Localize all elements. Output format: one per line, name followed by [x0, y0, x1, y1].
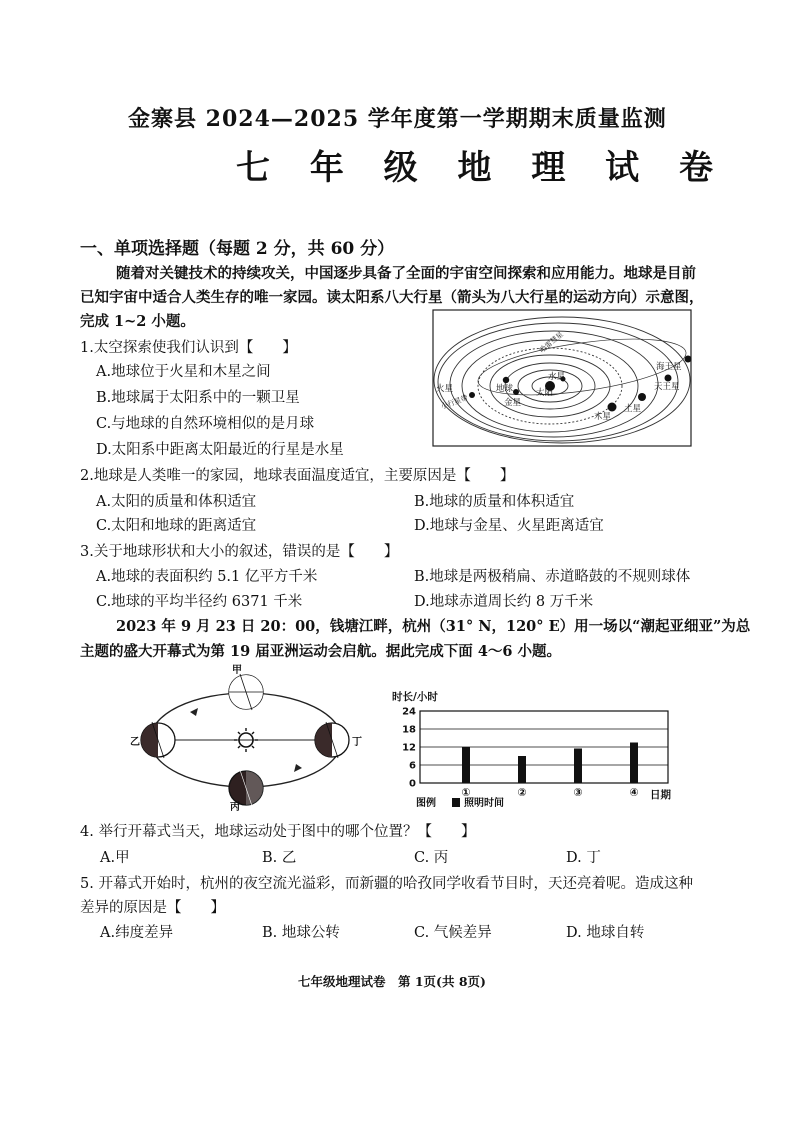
chart-bar: [462, 747, 470, 783]
question-5-stem-line-2: 差异的原因是【 】: [80, 900, 225, 916]
question-1-option-d: D.太阳系中距离太阳最近的行星是水星: [96, 442, 344, 458]
question-1-option-a: A.地球位于火星和木星之间: [96, 364, 271, 380]
question-5-option-a: A.纬度差异: [100, 925, 174, 941]
intro2-line-1: 2023 年 9 月 23 日 20：00，钱塘江畔，杭州（31° N，120° E）用一场以“潮起亚细亚”为总: [116, 618, 751, 635]
chart-y-tick-label: 0: [409, 778, 416, 790]
chart-bar: [574, 749, 582, 784]
label-mercury: 水星: [548, 372, 566, 382]
chart-bar: [630, 743, 638, 784]
question-3-stem: 3.关于地球形状和大小的叙述，错误的是【 】: [80, 544, 399, 560]
chart-x-tick-label: ③: [573, 786, 583, 799]
question-3-option-c: C.地球的平均半径约 6371 千米: [96, 594, 303, 610]
exam-header-title: 金寨县 2024—2025 学年度第一学期期末质量监测: [128, 106, 667, 132]
chart-legend-prefix: 图例: [416, 798, 436, 809]
chart-bar: [518, 756, 526, 783]
question-1-option-b: B.地球属于太阳系中的一颗卫星: [96, 390, 300, 406]
chart-x-tick-label: ②: [517, 786, 527, 799]
chart-y-tick-label: 18: [402, 724, 416, 736]
label-saturn: 土星: [624, 404, 642, 414]
chart-y-tick-label: 6: [409, 760, 416, 772]
label-jia: 甲: [232, 665, 242, 676]
exam-subject-title: 七 年 级 地 理 试 卷: [236, 148, 728, 188]
label-bing: 丙: [230, 802, 240, 813]
page-footer: 七年级地理试卷 第 1页(共 8页): [298, 974, 486, 989]
chart-x-tick-label: ①: [461, 786, 471, 799]
label-asteroid-belt: 小行星带: [439, 393, 469, 411]
chart-legend-swatch: [452, 798, 460, 807]
label-ding: 丁: [352, 737, 362, 748]
label-neptune: 海王星: [656, 362, 682, 372]
question-4-stem: 4. 举行开幕式当天，地球运动处于图中的哪个位置？【 】: [80, 824, 476, 840]
label-halley-comet: 哈雷彗星: [538, 330, 565, 355]
question-2-stem: 2.地球是人类唯一的家园，地球表面温度适宜，主要原因是【 】: [80, 468, 515, 484]
question-2-option-d: D.地球与金星、火星距离适宜: [414, 518, 604, 534]
chart-y-tick-label: 12: [402, 742, 416, 754]
section-title: 一、单项选择题（每题 2 分，共 60 分）: [80, 239, 395, 259]
question-5-option-c: C. 气候差异: [414, 925, 492, 941]
question-4-option-d: D. 丁: [566, 850, 601, 866]
question-1-option-c: C.与地球的自然环境相似的是月球: [96, 416, 315, 432]
earth-orbit-diagram: [132, 662, 372, 812]
question-3-option-a: A.地球的表面积约 5.1 亿平方千米: [96, 569, 318, 585]
question-5-option-b: B. 地球公转: [262, 925, 340, 941]
label-venus: 金星: [504, 398, 522, 408]
intro2-line-2: 主题的盛大开幕式为第 19 届亚洲运动会启航。据此完成下面 4～6 小题。: [80, 643, 562, 660]
lighting-time-chart: [386, 688, 686, 810]
label-yi: 乙: [130, 737, 140, 748]
question-1-stem: 1.太空探索使我们认识到【 】: [80, 340, 297, 356]
chart-x-tick-label: ④: [629, 786, 639, 799]
question-2-option-a: A.太阳的质量和体积适宜: [96, 494, 257, 510]
question-4-option-b: B. 乙: [262, 850, 297, 866]
label-uranus: 天王星: [654, 382, 680, 392]
chart-y-axis-label: 时长/小时: [392, 691, 438, 703]
question-4-option-a: A.甲: [100, 850, 130, 866]
question-3-option-b: B.地球是两极稍扁、赤道略鼓的不规则球体: [414, 569, 691, 585]
chart-legend-label: 照明时间: [464, 798, 504, 809]
label-mars: 火星: [436, 384, 454, 394]
label-earth: 地球: [496, 384, 514, 394]
question-3-option-d: D.地球赤道周长约 8 万千米: [414, 594, 594, 610]
intro-line-2: 已知宇宙中适合人类生存的唯一家园。读太阳系八大行星（箭头为八大行星的运动方向）示意图，: [80, 289, 704, 306]
chart-y-tick-label: 24: [402, 706, 416, 718]
label-sun: 太阳: [536, 388, 554, 398]
question-2-option-c: C.太阳和地球的距离适宜: [96, 518, 257, 534]
question-4-option-c: C. 丙: [414, 850, 449, 866]
intro-line-3: 完成 1~2 小题。: [80, 313, 195, 330]
intro-line-1: 随着对关键技术的持续攻关，中国逐步具备了全面的宇宙空间探索和应用能力。地球是目前: [116, 265, 696, 282]
label-jupiter: 木星: [594, 412, 612, 422]
question-2-option-b: B.地球的质量和体积适宜: [414, 494, 575, 510]
chart-x-axis-label: 日期: [650, 789, 671, 801]
solar-system-diagram: [432, 309, 692, 447]
question-5-option-d: D. 地球自转: [566, 925, 645, 941]
question-5-stem: 5. 开幕式开始时，杭州的夜空流光溢彩，而新疆的哈孜同学收看节目时，天还亮着呢。造成这种: [80, 876, 693, 892]
